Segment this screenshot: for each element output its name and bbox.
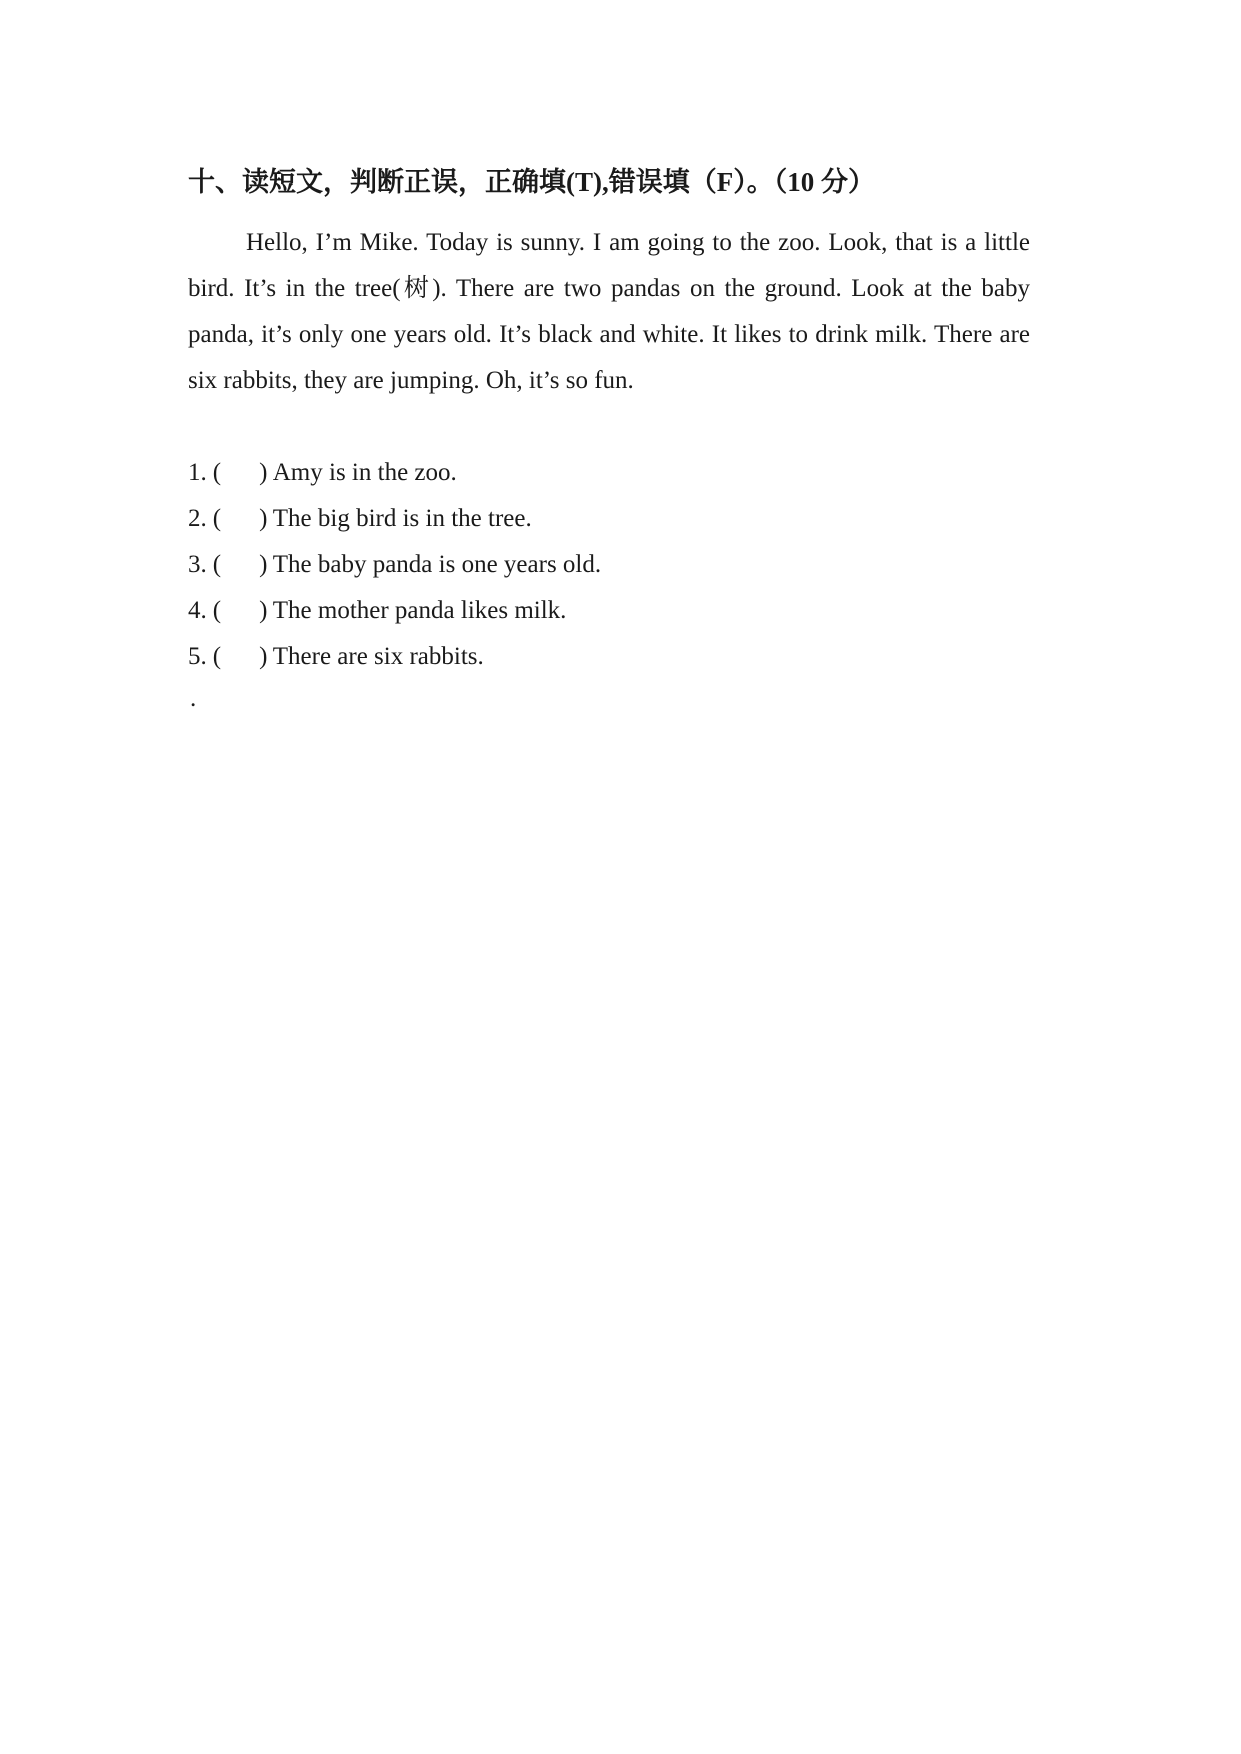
answer-blank[interactable] [212,588,268,634]
question-item [188,542,1030,588]
answer-paren-close: ) [259,597,268,624]
answer-paren-open: ( [212,643,222,670]
question-item [188,588,1030,634]
answer-paren-open: ( [212,459,222,486]
question-statement: The baby panda is one years old. [272,551,602,578]
question-item [188,496,1030,542]
question-item [188,450,1030,496]
question-number: 4. [188,597,207,624]
answer-blank[interactable] [212,634,268,680]
answer-blank[interactable] [212,450,268,496]
question-statement: There are six rabbits. [272,643,484,670]
answer-paren-open: ( [212,551,222,578]
answer-paren-close: ) [259,505,268,532]
answer-paren-close: ) [259,551,268,578]
question-statement: The mother panda likes milk. [272,597,567,624]
question-number: 5. [188,643,207,670]
answer-paren-close: ) [259,459,268,486]
question-statement: The big bird is in the tree. [272,505,532,532]
question-statement: Amy is in the zoo. [272,459,457,486]
answer-paren-open: ( [212,597,222,624]
section-heading: 十、读短文，判断正误，正确填(T),错误填（F）。（10 分） [188,167,875,197]
answer-paren-open: ( [212,505,222,532]
answer-blank[interactable] [212,542,268,588]
question-number: 3. [188,551,207,578]
question-number: 1. [188,459,207,486]
answer-blank[interactable] [212,496,268,542]
question-number: 2. [188,505,207,532]
answer-paren-close: ) [259,643,268,670]
question-list [188,450,1030,680]
question-item [188,634,1030,680]
reading-passage: Hello, I’m Mike. Today is sunny. I am going to the zoo. Look, that is a little bird. It’s in the tree(树). There are two pandas on the ground. Look at the baby panda, it’s only one years old. It’s black and white. It likes to drink milk. There are six rabbits, they are jumping. Oh, it’s so fun. [188,229,1030,394]
trailing-period: . [190,685,197,712]
